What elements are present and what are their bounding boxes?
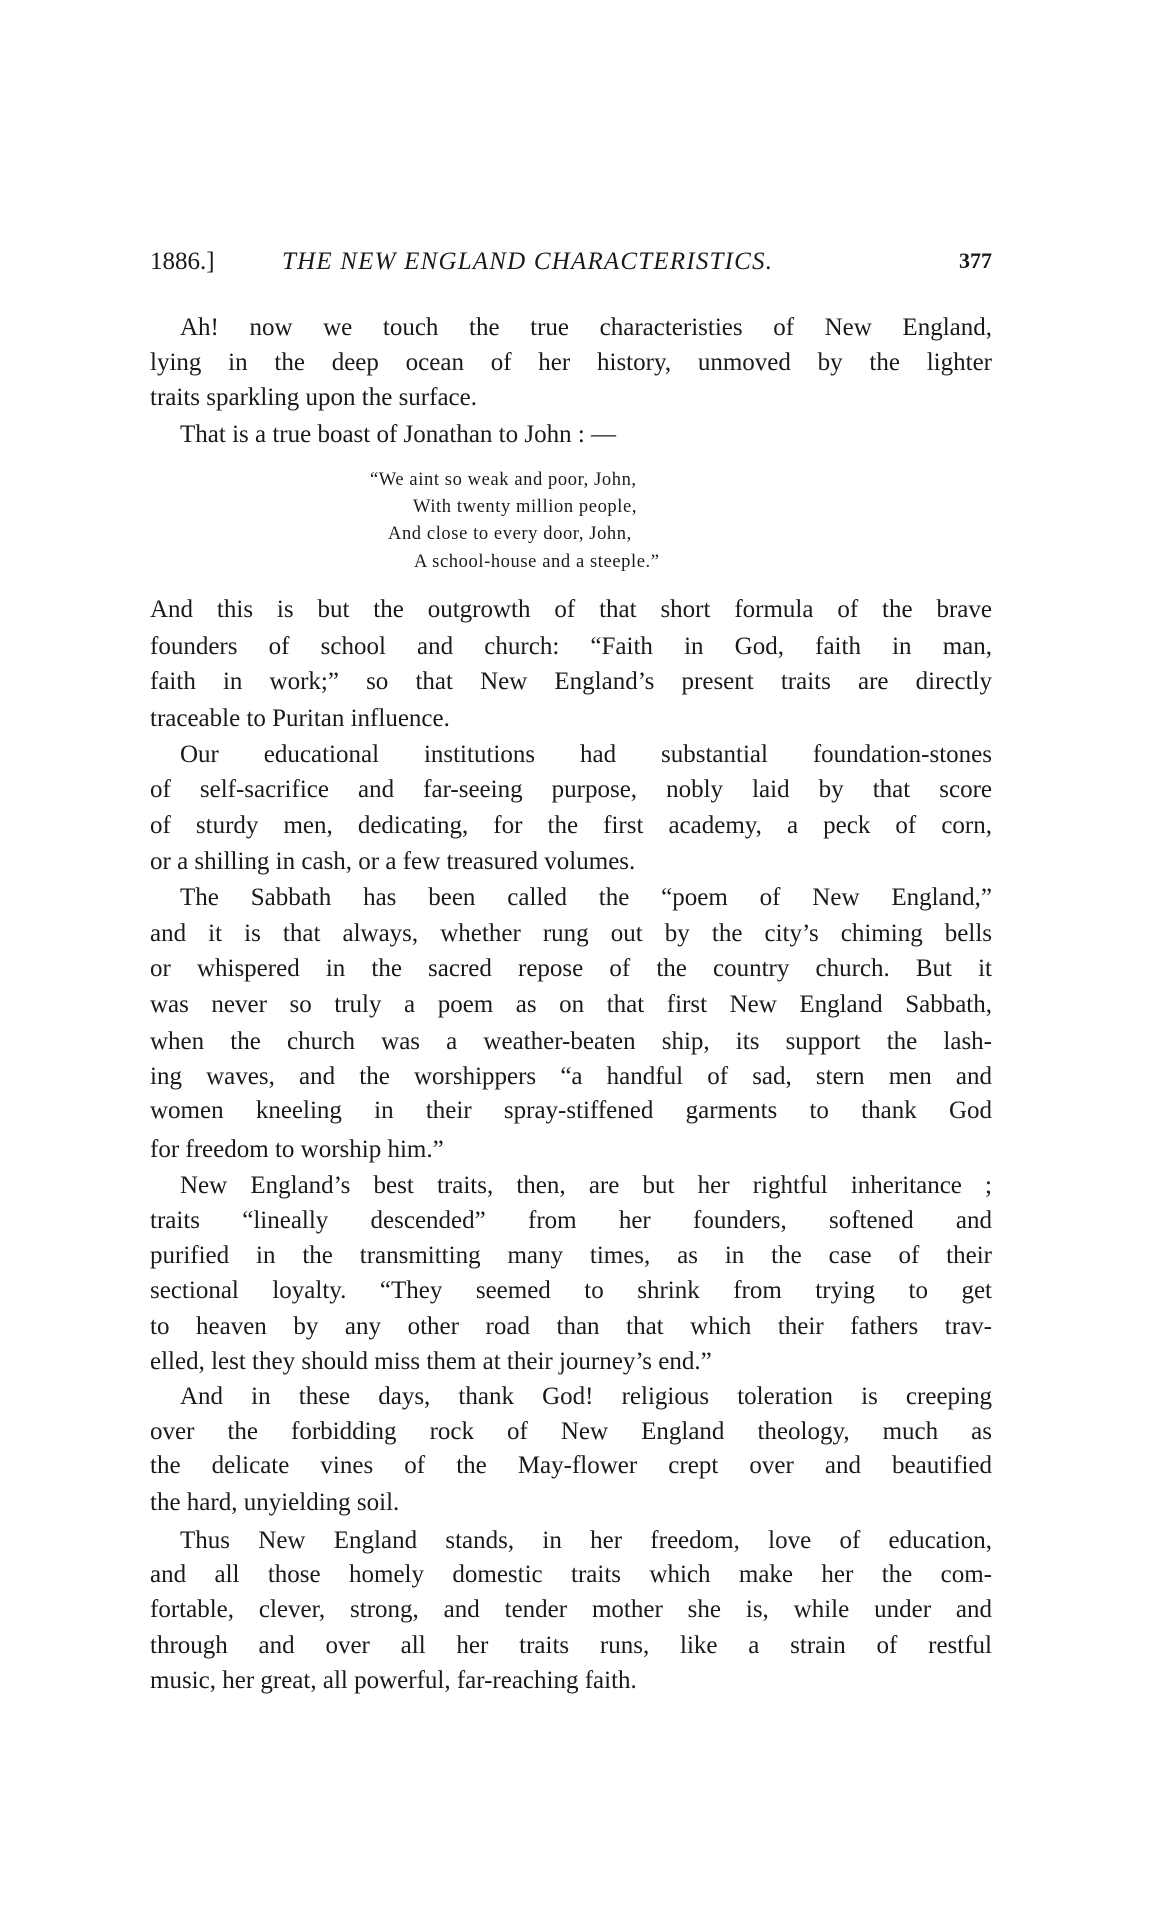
- poem-line: With twenty million people,: [413, 497, 638, 517]
- text-line: and it is that always, whether rung out by the city’s chiming bells: [150, 920, 992, 947]
- poem-line: “We aint so weak and poor, John,: [370, 470, 637, 490]
- text-line: founders of school and church: “Faith in God, faith in man,: [150, 633, 992, 660]
- text-line: the hard, unyielding soil.: [150, 1489, 400, 1516]
- text-line: or whispered in the sacred repose of the country church. But it: [150, 955, 992, 982]
- header-title: THE NEW ENGLAND CHARACTERISTICS.: [282, 248, 774, 275]
- text-line: or a shilling in cash, or a few treasured volumes.: [150, 848, 636, 875]
- text-line: fortable, clever, strong, and tender mother she is, while under and: [150, 1596, 992, 1623]
- text-line: Our educational institutions had substantial foundation-stones: [180, 741, 992, 768]
- text-line: over the forbidding rock of New England theology, much as: [150, 1418, 992, 1445]
- text-line: to heaven by any other road than that which their fathers trav-: [150, 1313, 992, 1340]
- poem-line: And close to every door, John,: [388, 524, 632, 544]
- text-line: And in these days, thank God! religious toleration is creeping: [180, 1383, 992, 1410]
- text-line: the delicate vines of the May-flower crept over and beautified: [150, 1452, 992, 1479]
- text-line: traits sparkling upon the surface.: [150, 384, 477, 411]
- text-line: for freedom to worship him.”: [150, 1136, 444, 1163]
- text-line: New England’s best traits, then, are but her rightful inheritance ;: [180, 1172, 992, 1199]
- running-header: [150, 248, 992, 278]
- text-line: was never so truly a poem as on that first New England Sabbath,: [150, 991, 992, 1018]
- text-line: lying in the deep ocean of her history, unmoved by the lighter: [150, 349, 992, 376]
- text-line: of sturdy men, dedicating, for the first academy, a peck of corn,: [150, 812, 992, 839]
- text-line: traits “lineally descended” from her founders, softened and: [150, 1207, 992, 1234]
- text-line: faith in work;” so that New England’s present traits are directly: [150, 668, 992, 695]
- text-line: when the church was a weather-beaten ship, its support the lash-: [150, 1028, 992, 1055]
- text-line: elled, lest they should miss them at their journey’s end.”: [150, 1348, 712, 1375]
- text-line: and all those homely domestic traits which make her the com-: [150, 1561, 992, 1588]
- text-line: women kneeling in their spray-stiffened garments to thank God: [150, 1097, 992, 1124]
- text-line: sectional loyalty. “They seemed to shrink from trying to get: [150, 1277, 992, 1304]
- text-line: purified in the transmitting many times, as in the case of their: [150, 1242, 992, 1269]
- text-line: That is a true boast of Jonathan to John : —: [180, 421, 617, 448]
- text-line: Thus New England stands, in her freedom, love of education,: [180, 1527, 992, 1554]
- text-line: music, her great, all powerful, far-reaching faith.: [150, 1667, 637, 1694]
- page-number: 377: [959, 248, 992, 273]
- text-line: The Sabbath has been called the “poem of New England,”: [180, 884, 992, 911]
- text-line: Ah! now we touch the true characteristies of New England,: [180, 314, 992, 341]
- header-year: 1886.]: [150, 248, 215, 275]
- text-line: through and over all her traits runs, like a strain of restful: [150, 1632, 992, 1659]
- text-line: And this is but the outgrowth of that short formula of the brave: [150, 596, 992, 623]
- text-line: ing waves, and the worshippers “a handful of sad, stern men and: [150, 1063, 992, 1090]
- text-line: traceable to Puritan influence.: [150, 705, 450, 732]
- poem-line: A school-house and a steeple.”: [414, 552, 660, 572]
- text-line: of self-sacrifice and far-seeing purpose, nobly laid by that score: [150, 776, 992, 803]
